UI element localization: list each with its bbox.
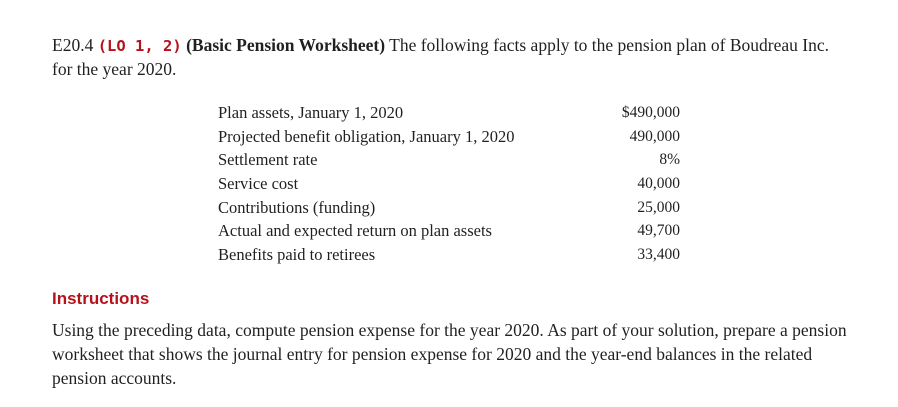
fact-label: Settlement rate [218,150,318,170]
fact-row [218,219,680,243]
fact-value: 33,400 [637,246,680,264]
instructions-text: Using the preceding data, compute pension expense for the year 2020. As part of your solution, prepare a pension worksheet that shows the journal entry for pension expense for 2020 and the year-end balances in the related pension accounts. [52,320,847,388]
exercise-statement [52,34,852,81]
fact-value: 49,700 [637,222,680,240]
fact-label: Plan assets, January 1, 2020 [218,103,404,122]
fact-row [218,101,680,125]
fact-value: 8% [659,151,680,169]
exercise-number: E20.4 [52,35,94,55]
fact-row [218,172,680,196]
fact-value: 40,000 [637,175,680,193]
fact-row [218,148,680,172]
fact-value: 25,000 [637,198,680,216]
fact-row [218,243,680,267]
fact-label: Benefits paid to retirees [218,245,376,265]
fact-label: Projected benefit obligation, January 1, 2020 [218,126,515,146]
exercise-title: (Basic Pension Worksheet) [186,35,386,55]
fact-row [218,196,680,220]
facts-table [218,101,680,267]
learning-objectives: (LO 1, 2) [97,37,182,55]
fact-row [218,125,680,149]
exercise-intro: The following facts apply to the pension plan of Boudreau Inc. for the year 2020. [52,35,829,79]
fact-label: Contributions (funding) [218,197,376,217]
fact-value: $490,000 [621,104,680,121]
instructions-heading: Instructions [52,289,150,308]
fact-value: 490,000 [629,127,680,145]
fact-label: Actual and expected return on plan assets [218,221,492,241]
fact-label: Service cost [218,174,299,194]
